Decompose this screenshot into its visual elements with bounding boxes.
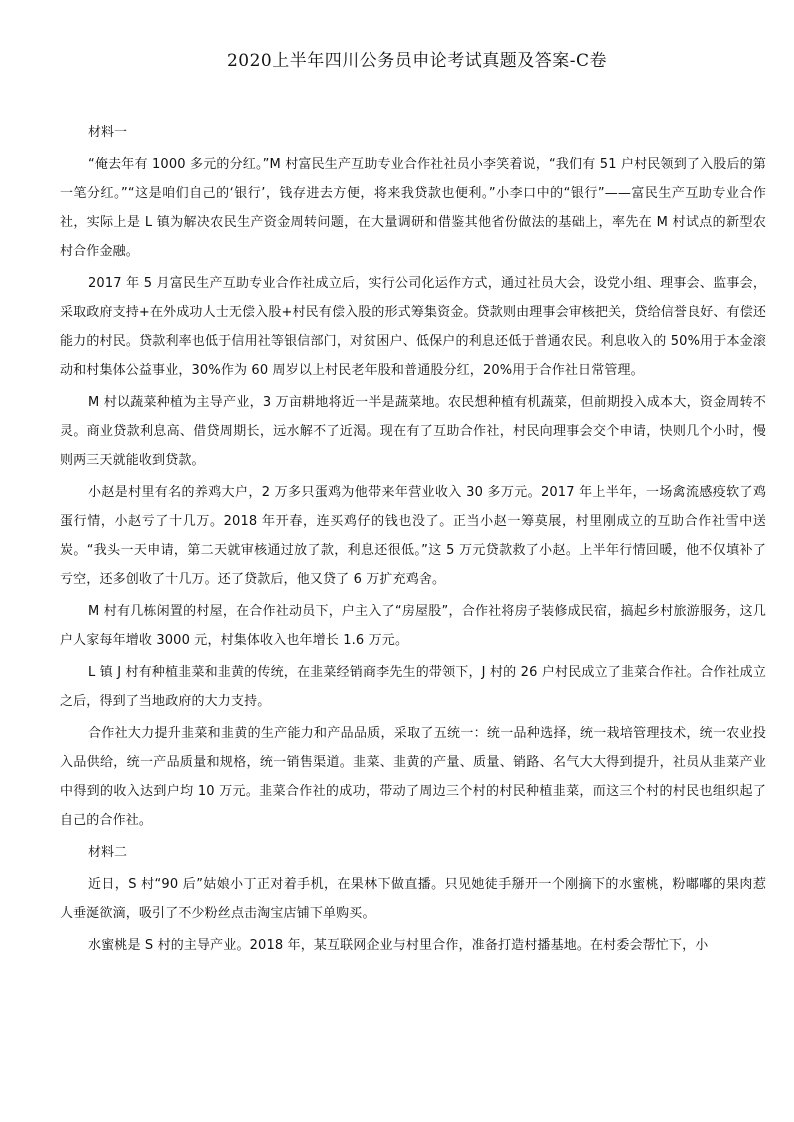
section-material-1 bbox=[60, 118, 766, 835]
section-material-2 bbox=[60, 838, 766, 960]
paragraph: 2017 年 5 月富民生产互助专业合作社成立后，实行公司化运作方式，通过社员大会，设党小组、理事会、监事会，采取政府支持+在外成功人士无偿入股+村民有偿入股的形式筹集资金。贷款则由理事会审核把关，贷给信誉良好、有偿还能力的村民。贷款利率也低于信用社等银信部门，对贫困户、低保户的利息还低于普通农民。利息收入的 50%用于本金滚动和村集体公益事业，30%作为 60 周岁以上村民老年股和普通股分红，20%用于合作社日常管理。 bbox=[60, 276, 766, 378]
paragraph: “俺去年有 1000 多元的分红。”M 村富民生产互助专业合作社社员小李笑着说，“我们有 51 户村民领到了入股后的第一笔分红。”“这是咱们自己的‘银行’，钱存进去方便，将来我贷款也便利。”小李口中的“银行”——富民生产互助专业合作社，实际上是 L 镇为解决农民生产资金周转问题，在大量调研和借鉴其他省份做法的基础上，率先在 M 村试点的新型农村合作金融。 bbox=[60, 157, 766, 259]
paragraph: 近日，S 村“90 后”姑娘小丁正对着手机，在果林下做直播。只见她徒手掰开一个刚摘下的水蜜桃，粉嘟嘟的果肉惹人垂涎欲滴，吸引了不少粉丝点击淘宝店铺下单购买。 bbox=[60, 877, 766, 921]
section-heading: 材料一 bbox=[88, 125, 128, 140]
section-heading: 材料二 bbox=[88, 845, 128, 860]
paragraph: L 镇 J 村有种植韭菜和韭黄的传统，在韭菜经销商李先生的带领下，J 村的 26 户村民成立了韭菜合作社。合作社成立之后，得到了当地政府的大力支持。 bbox=[60, 665, 766, 709]
paragraph: M 村有几栋闲置的村屋，在合作社动员下，户主入了“房屋股”，合作社将房子装修成民宿，搞起乡村旅游服务，这几户人家每年增收 3000 元，村集体收入也年增长 1.6 万元。 bbox=[60, 604, 766, 648]
document-title: 2020上半年四川公务员申论考试真题及答案-C卷 bbox=[226, 51, 607, 71]
paragraph: 水蜜桃是 S 村的主导产业。2018 年，某互联网企业与村里合作，准备打造村播基地。在村委会帮忙下，小 bbox=[88, 938, 709, 953]
document-body bbox=[60, 118, 766, 963]
paragraph: M 村以蔬菜种植为主导产业，3 万亩耕地将近一半是蔬菜地。农民想种植有机蔬菜，但前期投入成本大，资金周转不灵。商业贷款利息高、借贷周期长，远水解不了近渴。现在有了互助合作社，村民向理事会交个申请，快则几个小时，慢则两三天就能收到贷款。 bbox=[60, 395, 766, 468]
paragraph: 小赵是村里有名的养鸡大户，2 万多只蛋鸡为他带来年营业收入 30 多万元。2017 年上半年，一场禽流感疫软了鸡蛋行情，小赵亏了十几万。2018 年开春，连买鸡仔的钱也没了。正当小赵一筹莫展，村里刚成立的互助合作社雪中送炭。“我头一天申请，第二天就审核通过放了款，利息还很低。”这 5 万元贷款救了小赵。上半年行情回暖，他不仅填补了亏空，还多创收了十几万。还了贷款后，他又贷了 6 万扩充鸡舍。 bbox=[60, 485, 766, 587]
paragraph: 合作社大力提升韭菜和韭黄的生产能力和产品品质，采取了五统一：统一品种选择，统一栽培管理技术，统一农业投入品供给，统一产品质量和规格，统一销售渠道。韭菜、韭黄的产量、质量、销路、名气大大得到提升，社员从韭菜产业中得到的收入达到户均 10 万元。韭菜合作社的成功，带动了周边三个村的村民种植韭菜，而这三个村的村民也组织起了自己的合作社。 bbox=[60, 726, 766, 828]
